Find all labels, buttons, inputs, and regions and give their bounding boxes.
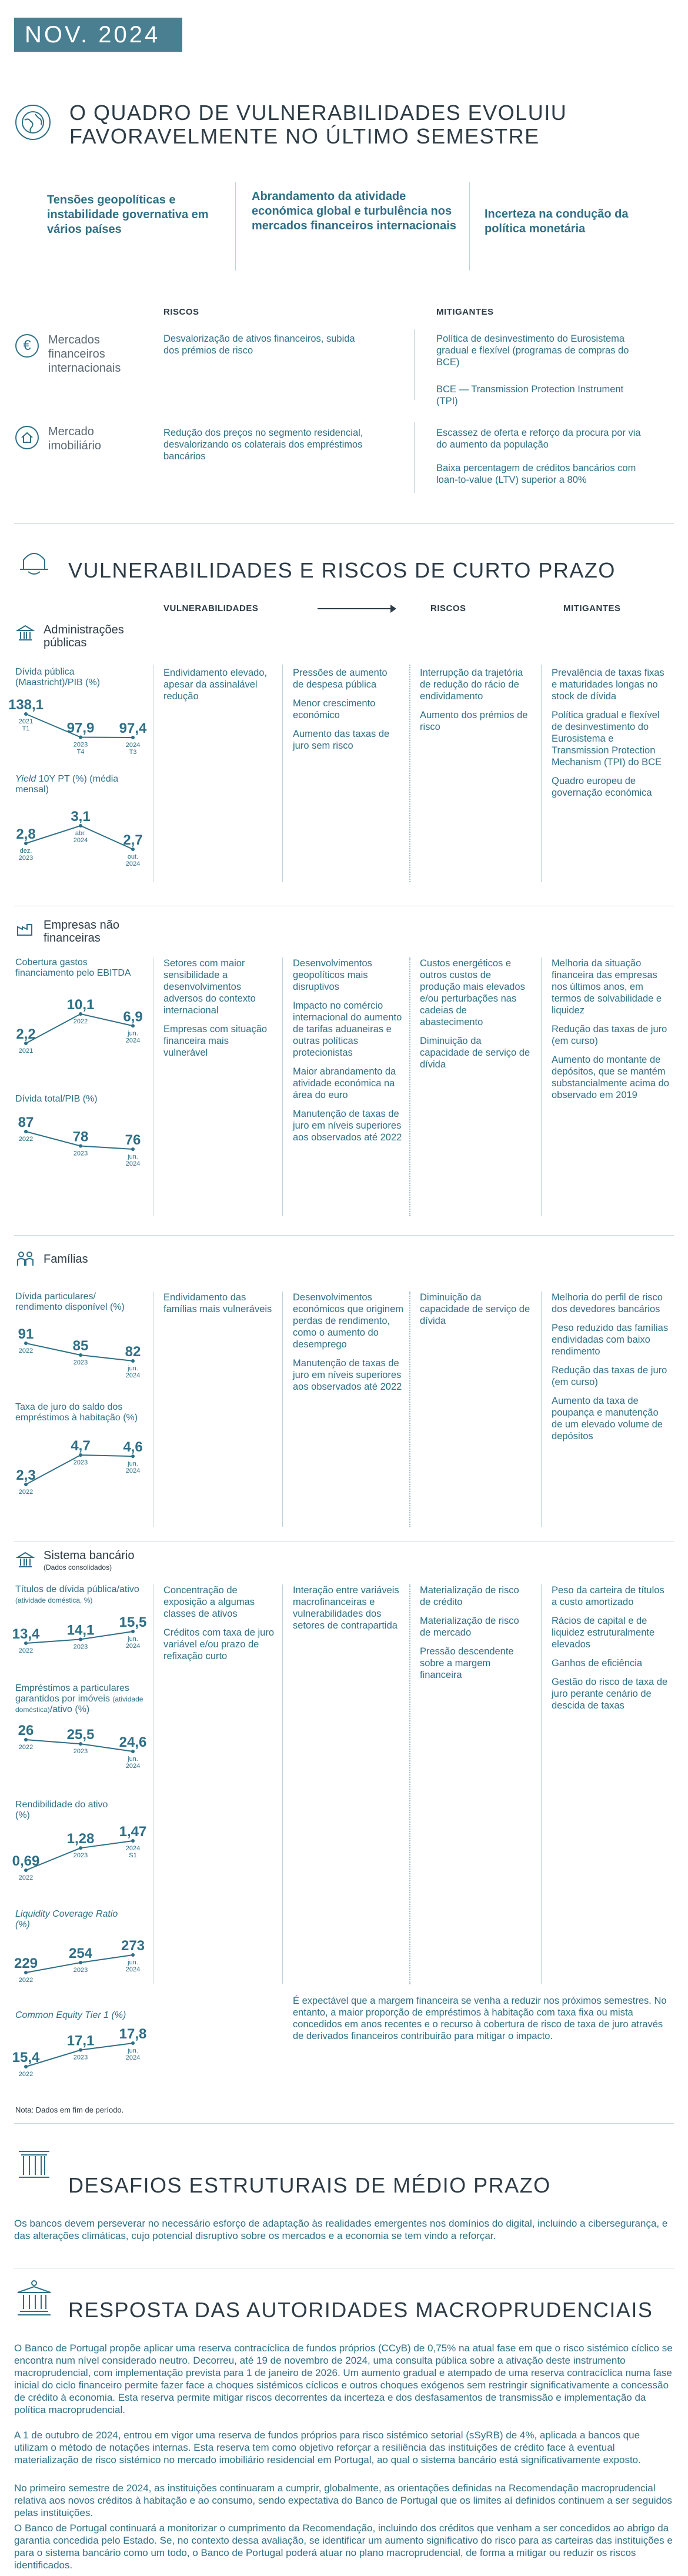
sec-bank-sub: (Dados consolidados) bbox=[44, 1563, 112, 1571]
kpi-enf-debt-title: Dívida total/PIB (%) bbox=[15, 1094, 98, 1104]
kpi-ap-debt-title: Dívida pública (Maastricht)/PIB (%) bbox=[15, 667, 101, 688]
kpi-bank-emp-chart bbox=[15, 1720, 151, 1778]
kpi-value-label: 17,1 bbox=[66, 2033, 95, 2049]
sec-bank-vuln: Concentração de exposição a algumas classes de ativos Créditos com taxa de juro variável e/ou prazo de refixação curto bbox=[163, 1585, 275, 1661]
kpi-value-label: 82 bbox=[125, 1344, 141, 1360]
kpi-date-label: 2024 bbox=[125, 1160, 141, 1167]
kpi-value-label: 13,4 bbox=[12, 1626, 40, 1642]
kpi-value-label: 24,6 bbox=[119, 1734, 147, 1750]
sec-fam-label: Famílias bbox=[44, 1253, 88, 1266]
sec-enf-vuln2: Desenvolvimentos geopolíticos mais disruptivos Impacto no comércio internacional do aumento de tarifas aduaneiras e outras políticas protecionistas Maior abrandamento da atividade económica na área do euro Manutenção de taxas de juro em níveis superiores aos observados até 2022 bbox=[293, 958, 402, 1143]
kpi-value-label: 15,4 bbox=[12, 2050, 40, 2066]
kpi-date-label: T3 bbox=[129, 749, 137, 756]
kpi-ap-yield-chart bbox=[15, 806, 151, 876]
kpi-date-label: 2021 bbox=[18, 1047, 34, 1055]
kpi-date-label: jun. bbox=[128, 1030, 138, 1037]
kpi-date-label: 2022 bbox=[18, 1347, 34, 1354]
sec-enf-risk: Custos energéticos e outros custos de produção mais elevados e/ou perturbações nas cadeias de abastecimento Diminuição da capacidade de serviço de dívida bbox=[420, 958, 530, 1070]
kpi-value-label: 6,9 bbox=[123, 1009, 143, 1025]
row-mitig-realestate-1: Escassez de oferta e reforço da procura por via do aumento da população bbox=[436, 428, 641, 450]
kpi-value-label: 97,9 bbox=[66, 720, 95, 736]
sec-ap-risk: Interrupção da trajetória de redução do rácio de endividamento Aumento dos prémios de risco bbox=[420, 668, 528, 732]
resposta-title: RESPOSTA DAS AUTORIDADES MACROPRUDENCIAIS bbox=[68, 2298, 653, 2322]
kpi-date-label: 2024 bbox=[125, 860, 141, 867]
resposta-p2: A 1 de outubro de 2024, entrou em vigor uma reserva de fundos próprios para risco sistémico setorial (sSyRB) de 4%, aplicada a bancos que utilizam o método de notações internas. Esta reserva tem como objetivo reforçar a resiliência das instituições de crédito face à eventual materialização de risco sistémico no mercado imobiliário residencial em Portugal, ao qual o sistema bancário está significativamente exposto. bbox=[14, 2430, 641, 2465]
data-note: Nota: Dados em fim de período. bbox=[15, 2105, 124, 2114]
kpi-value-label: 78 bbox=[72, 1129, 89, 1145]
kpi-date-label: 2023 bbox=[73, 2054, 88, 2061]
kpi-date-label: 2024 bbox=[125, 2054, 141, 2061]
kpi-date-label: 2023 bbox=[73, 1150, 88, 1157]
sec-fam-vuln: Endividamento das famílias mais vulneráveis bbox=[163, 1292, 272, 1314]
kpi-value-label: 4,6 bbox=[123, 1439, 143, 1456]
kpi-bank-tit-title: Títulos de dívida pública/ativo (atividade doméstica, %) bbox=[15, 1584, 139, 1604]
kpi-date-label: jun. bbox=[128, 1460, 138, 1468]
kpi-value-label: 254 bbox=[68, 1945, 93, 1961]
kpi-date-label: 2024 bbox=[125, 1037, 141, 1045]
col-mitig: MITIGANTES bbox=[563, 603, 621, 613]
kpi-date-label: 2022 bbox=[18, 1744, 34, 1751]
kpi-date-label: T1 bbox=[22, 725, 30, 732]
kpi-value-label: 91 bbox=[18, 1326, 34, 1342]
medio-title: DESAFIOS ESTRUTURAIS DE MÉDIO PRAZO bbox=[68, 2173, 551, 2197]
institution-icon bbox=[15, 2277, 53, 2321]
kpi-value-label: 2,7 bbox=[123, 832, 143, 848]
kpi-date-label: 2022 bbox=[18, 1136, 34, 1143]
kpi-date-label: 2023 bbox=[73, 1966, 88, 1974]
kpi-date-label: 2023 bbox=[73, 1852, 88, 1860]
quadro-title: O QUADRO DE VULNERABILIDADES EVOLUIU FAVORAVELMENTE NO ÚLTIMO SEMESTRE bbox=[69, 101, 567, 148]
kpi-fam-debt-chart bbox=[15, 1323, 151, 1388]
kpi-value-label: 87 bbox=[18, 1115, 34, 1130]
sec-enf-mitig: Melhoria da situação financeira das empresas nos últimos anos, em termos de solvabilidade e liquidez Redução das taxas de juro (em curso) Aumento do montante de depósitos, que se mantém substancialmente acima do observado em 2019 bbox=[552, 958, 669, 1100]
row-mitig-markets-1: Política de desinvestimento do Eurosistema gradual e flexível (programas de compras do BCE) bbox=[436, 333, 629, 368]
kpi-enf-debt-chart bbox=[15, 1112, 151, 1176]
sec-ap-vuln: Endividamento elevado, apesar da assinalável redução bbox=[163, 668, 268, 702]
kpi-date-label: out. bbox=[127, 853, 139, 860]
tension-2: Abrandamento da atividade económica global e turbulência nos mercados financeiros internacionais bbox=[252, 190, 456, 232]
family-icon bbox=[15, 1249, 35, 1272]
kpi-date-label: abr. bbox=[75, 830, 86, 837]
kpi-date-label: 2024 bbox=[125, 1467, 141, 1475]
kpi-bank-rend-title: Rendibilidade do ativo (%) bbox=[15, 1800, 108, 1820]
sec-ap-label: Administrações públicas bbox=[44, 623, 124, 649]
kpi-date-label: S1 bbox=[129, 1852, 137, 1859]
row-mitig-markets-2: BCE — Transmission Protection Instrument (TPI) bbox=[436, 384, 624, 406]
kpi-bank-cet1-title: Common Equity Tier 1 (%) bbox=[15, 2010, 126, 2020]
kpi-fam-rate-chart bbox=[15, 1435, 151, 1511]
kpi-bank-cet1-chart bbox=[12, 2023, 151, 2094]
kpi-date-label: 2023 bbox=[18, 855, 34, 862]
kpi-value-label: 25,5 bbox=[66, 1727, 95, 1743]
row-label-markets: Mercados financeiros internacionais bbox=[48, 333, 121, 375]
kpi-date-label: 2024 bbox=[125, 742, 141, 749]
pillar-icon bbox=[15, 2147, 53, 2185]
euro-icon: € bbox=[15, 334, 39, 358]
kpi-date-label: 2024 bbox=[125, 1643, 141, 1650]
kpi-date-label: 2023 bbox=[73, 741, 88, 749]
kpi-enf-cover-title: Cobertura gastos financiamento pelo EBITDA bbox=[15, 957, 131, 978]
sec-bank-vuln2: Interação entre variáveis macrofinanceiras e vulnerabilidades dos setores de contrapartida bbox=[293, 1585, 399, 1631]
kpi-date-label: 2021 bbox=[18, 718, 34, 725]
sec-fam-risk: Diminuição da capacidade de serviço de dívida bbox=[420, 1292, 530, 1326]
kpi-bank-tit-chart bbox=[12, 1611, 151, 1670]
kpi-value-label: 2,2 bbox=[16, 1026, 36, 1042]
sec-fam-mitig: Melhoria do perfil de risco dos devedores bancários Peso reduzido das famílias endividadas com baixo rendimento Redução das taxas de juro (em curso) Aumento da taxa de poupança e manutenção de um elevado volume de depósitos bbox=[552, 1292, 669, 1442]
kpi-date-label: 2023 bbox=[73, 1643, 88, 1651]
factory-icon bbox=[15, 919, 35, 942]
kpi-value-label: 138,1 bbox=[8, 697, 44, 713]
row-risk-realestate: Redução dos preços no segmento residencial, desvalorizando os colaterais dos empréstimos bancários bbox=[163, 428, 363, 462]
kpi-date-label: 2024 bbox=[125, 1966, 141, 1973]
sec-fam-vuln2: Desenvolvimentos económicos que originem perdas de rendimento, como o aumento do desemprego Manutenção de taxas de juro em níveis superiores aos observados até 2022 bbox=[293, 1292, 404, 1392]
tension-1: Tensões geopolíticas e instabilidade governativa em vários países bbox=[47, 193, 209, 236]
col-vuln: VULNERABILIDADES bbox=[163, 603, 259, 613]
curto-title: VULNERABILIDADES E RISCOS DE CURTO PRAZO bbox=[68, 558, 616, 582]
kpi-value-label: 85 bbox=[72, 1338, 89, 1354]
row-label-realestate: Mercado imobiliário bbox=[48, 425, 102, 452]
row-mitig-realestate-2: Baixa percentagem de créditos bancários com loan-to-value (LTV) superior a 80% bbox=[436, 463, 636, 485]
kpi-date-label: 2022 bbox=[18, 1489, 34, 1496]
kpi-value-label: 3,1 bbox=[71, 809, 91, 825]
kpi-date-label: 2024 bbox=[125, 1763, 141, 1770]
kpi-date-label: dez. bbox=[19, 847, 32, 855]
kpi-value-label: 2,8 bbox=[16, 826, 36, 842]
kpi-date-label: 2023 bbox=[73, 1748, 88, 1756]
kpi-date-label: 2022 bbox=[73, 1018, 88, 1025]
kpi-date-label: jun. bbox=[128, 1365, 138, 1372]
sec-bank-mitig: Peso da carteira de títulos a custo amortizado Rácios de capital e de liquidez estruturalmente elevados Ganhos de eficiência Gestão do risco de taxa de juro perante cenário de descida de taxas bbox=[552, 1585, 668, 1711]
resposta-p1: O Banco de Portugal propõe aplicar uma reserva contracíclica de fundos próprios (CCyB) de 0,75% na atual fase em que o risco sistémico cíclico se encontra num nível considerado neutro. Decorreu, até 19 de novembro de 2024, uma consulta pública sobre a ativação deste instrumento macroprudencial, com implementação prevista para 1 de janeiro de 2026. Um aumento gradual e atempado de uma reserva contracíclica numa fase inicial do ciclo financeiro permite fazer face a choques sistémicos cíclicos e outros choques exógenos sem restringir significativamente a concessão de crédito à economia. Esta reserva permite mitigar riscos decorrentes da incerteza e dos desfasamentos de transmissão e implementação da política macroprudencial. bbox=[14, 2343, 673, 2415]
kpi-value-label: 97,4 bbox=[119, 720, 147, 736]
sec-enf-label: Empresas não financeiras bbox=[44, 919, 119, 945]
row-risk-markets: Desvalorização de ativos financeiros, subida dos prémios de risco bbox=[163, 333, 355, 356]
bank-note: É expectável que a margem financeira se venha a reduzir nos próximos semestres. No entanto, a maior proporção de empréstimos à habitação com taxa fixa ou mista concedidos em anos recentes e o recurso à cobertura de risco de taxa de juro através de derivados financeiros contribuirão para mitigar o impacto. bbox=[293, 1996, 667, 2041]
medio-text: Os bancos devem perseverar no necessário esforço de adaptação às realidades emergentes nos domínios do digital, incluindo a cibersegurança, e das alterações climáticas, cujo potencial disruptivo sobre os mercados e a economia se tem vindo a reforçar. bbox=[14, 2218, 668, 2241]
kpi-value-label: 1,28 bbox=[66, 1831, 95, 1847]
mitig-header: MITIGANTES bbox=[436, 307, 494, 317]
kpi-date-label: 2022 bbox=[18, 1874, 34, 1881]
government-icon bbox=[15, 623, 35, 646]
tension-3: Incerteza na condução da política monetária bbox=[485, 208, 629, 235]
kpi-date-label: 2024 bbox=[73, 837, 88, 844]
kpi-date-label: jun. bbox=[128, 1153, 138, 1160]
kpi-fam-rate-title: Taxa de juro do saldo dos empréstimos à habitação (%) bbox=[15, 1402, 138, 1423]
kpi-enf-cover-chart bbox=[15, 994, 151, 1070]
kpi-date-label: jun. bbox=[128, 1756, 138, 1763]
kpi-date-label: 2022 bbox=[18, 1647, 34, 1654]
bank-icon bbox=[15, 1550, 35, 1573]
col-risk: RISCOS bbox=[430, 603, 466, 613]
kpi-date-label: jun. bbox=[128, 1959, 138, 1966]
kpi-value-label: 1,47 bbox=[119, 1824, 147, 1840]
kpi-date-label: 2024 bbox=[125, 1845, 141, 1852]
kpi-fam-debt-title: Dívida particulares/ rendimento disponível (%) bbox=[15, 1292, 125, 1312]
kpi-value-label: 14,1 bbox=[66, 1622, 95, 1639]
kpi-value-label: 15,5 bbox=[119, 1614, 147, 1630]
sec-enf-vuln: Setores com maior sensibilidade a desenvolvimentos adversos do contexto internacional Empresas com situação financeira mais vulnerável bbox=[163, 958, 268, 1058]
kpi-ap-yield-title: Yield 10Y PT (%) (média mensal) bbox=[15, 774, 119, 795]
kpi-value-label: 0,69 bbox=[12, 1853, 40, 1869]
kpi-date-label: 2023 bbox=[73, 1459, 88, 1466]
kpi-value-label: 10,1 bbox=[66, 997, 95, 1013]
kpi-value-label: 26 bbox=[18, 1723, 34, 1739]
risk-header: RISCOS bbox=[163, 307, 199, 317]
kpi-value-label: 4,7 bbox=[71, 1438, 91, 1454]
sec-bank-risk: Materialização de risco de crédito Materialização de risco de mercado Pressão descendente sobre a margem financeira bbox=[420, 1585, 519, 1680]
kpi-date-label: 2024 bbox=[125, 1372, 141, 1379]
resposta-p3: No primeiro semestre de 2024, as instituições continuaram a cumprir, globalmente, as orientações definidas na Recomendação macroprudencial relativa aos novos créditos à habitação e ao consumo, sendo expectativa do Banco de Portugal que os limites aí definidos continuem a ser seguidos pelas instituições. bbox=[14, 2482, 672, 2518]
kpi-value-label: 17,8 bbox=[119, 2026, 147, 2042]
bell-icon bbox=[15, 543, 53, 584]
kpi-date-label: jun. bbox=[128, 1636, 138, 1643]
kpi-value-label: 273 bbox=[121, 1938, 145, 1954]
resposta-p4: O Banco de Portugal continuará a monitorizar o cumprimento da Recomendação, incluindo dos créditos que venham a ser concedidos ao abrigo da garantia concedida pelo Estado. Se, no contexto dessa avaliação, se identificar um aumento significativo do risco para as carteiras das instituições e para o sistema bancário como um todo, o Banco de Portugal poderá atuar no plano macroprudencial, de forma a mitigar ou reduzir os riscos identificados. bbox=[14, 2522, 673, 2571]
sec-bank-label: Sistema bancário bbox=[44, 1549, 135, 1562]
kpi-date-label: 2022 bbox=[18, 1977, 34, 1984]
house-icon bbox=[15, 426, 39, 449]
globe-icon bbox=[15, 105, 51, 140]
kpi-date-label: 2022 bbox=[18, 2071, 34, 2078]
sec-ap-vuln2: Pressões de aumento de despesa pública Menor crescimento económico Aumento das taxas de juro sem risco bbox=[293, 668, 390, 751]
kpi-date-label: 2023 bbox=[73, 1359, 88, 1366]
kpi-value-label: 2,3 bbox=[16, 1467, 36, 1483]
sec-ap-mitig: Prevalência de taxas fixas e maturidades longas no stock de dívida Política gradual e flexível de desinvestimento do Eurosistema e Transmission Protection Mechanism (TPI) do BCE Quadro europeu de governação económica bbox=[552, 668, 664, 798]
kpi-date-label: jun. bbox=[128, 2047, 138, 2054]
kpi-bank-lcr-chart bbox=[15, 1935, 151, 2000]
kpi-bank-rend-chart bbox=[12, 1821, 151, 1897]
kpi-ap-debt-chart bbox=[8, 694, 151, 765]
kpi-value-label: 229 bbox=[14, 1956, 38, 1971]
kpi-value-label: 76 bbox=[125, 1132, 141, 1148]
kpi-bank-emp-title: Empréstimos a particulares garantidos por imóveis (atividade doméstica)/ativo (%) bbox=[15, 1683, 143, 1714]
kpi-date-label: T4 bbox=[76, 748, 85, 756]
kpi-bank-lcr-title: Liquidity Coverage Ratio (%) bbox=[15, 1909, 118, 1930]
date-banner: NOV. 2024 bbox=[14, 18, 182, 52]
